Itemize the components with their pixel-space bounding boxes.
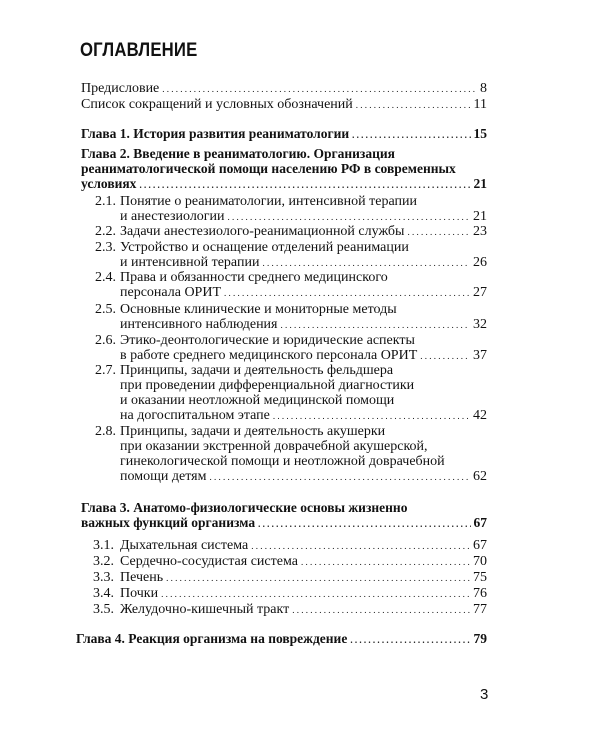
toc-page-number: 76 — [473, 586, 487, 601]
section-number: 2.7. — [95, 363, 116, 378]
toc-entry-title: Дыхательная система — [120, 538, 249, 553]
section-number: 3.1. — [93, 538, 114, 553]
toc-entry-title: Почки — [120, 586, 159, 601]
toc-page-number: 79 — [473, 631, 487, 646]
dot-leader — [251, 538, 470, 554]
toc-entry-title: Список сокращений и условных обозначений — [81, 97, 353, 112]
page-number: 3 — [480, 686, 489, 703]
toc-entry-title: помощи детям — [120, 469, 207, 484]
toc-entry-title: Печень — [120, 570, 164, 585]
toc-page-number: 37 — [473, 348, 487, 363]
toc-entry-title: Принципы, задачи и деятельность акушерки — [120, 424, 386, 439]
toc-page-number: 21 — [473, 176, 487, 191]
section-number: 2.1. — [95, 194, 116, 209]
dot-leader — [356, 97, 471, 113]
toc-entry-title: и интенсивной терапии — [120, 255, 260, 270]
toc-page-number: 21 — [473, 209, 487, 224]
toc-chapter-entry — [81, 126, 487, 141]
toc-entry-title: и оказании неотложной медицинской помощи — [120, 393, 395, 408]
toc-chapter-entry — [81, 146, 487, 191]
dot-leader — [228, 209, 470, 225]
toc-entry-title: гинекологической помощи и неотложной доврачебной — [120, 454, 445, 469]
toc-entry — [93, 554, 487, 569]
toc-entry-title: при проведении дифференциальной диагностики — [120, 378, 415, 393]
toc-entry — [95, 270, 487, 300]
toc-entry-title: реаниматологической помощи населению РФ в современных — [81, 161, 456, 176]
toc-entry — [95, 194, 487, 224]
toc-page-number: 11 — [473, 97, 487, 112]
toc-page-number: 70 — [473, 554, 487, 569]
toc-entry-title: Желудочно-кишечный тракт — [120, 602, 290, 617]
dot-leader — [350, 631, 470, 648]
dot-leader — [420, 348, 470, 364]
toc-page-number: 62 — [473, 469, 487, 484]
section-number: 2.2. — [95, 224, 116, 239]
toc-page-number: 27 — [473, 285, 487, 300]
section-number: 2.5. — [95, 302, 116, 317]
toc-entry — [93, 570, 487, 585]
dot-leader — [292, 602, 470, 618]
toc-page-number: 32 — [473, 317, 487, 332]
toc-entry-title: Глава 4. Реакция организма на повреждение — [76, 631, 348, 646]
toc-page-number: 67 — [473, 538, 487, 553]
toc-entry-title: Права и обязанности среднего медицинского — [120, 270, 388, 285]
toc-heading: ОГЛАВЛЕНИЕ — [80, 40, 198, 61]
dot-leader — [166, 570, 470, 586]
dot-leader — [161, 586, 470, 602]
toc-entry — [95, 333, 487, 363]
dot-leader — [273, 408, 470, 424]
toc-entry — [95, 363, 487, 423]
toc-entry — [81, 81, 487, 96]
toc-page-number: 8 — [480, 81, 487, 96]
section-number: 3.3. — [93, 570, 114, 585]
toc-entry-title: и анестезиологии — [120, 209, 225, 224]
section-number: 2.3. — [95, 240, 116, 255]
toc-page-number: 75 — [473, 570, 487, 585]
dot-leader — [209, 469, 470, 485]
toc-entry-title: Принципы, задачи и деятельность фельдшера — [120, 363, 394, 378]
toc-page-number: 26 — [473, 255, 487, 270]
section-number: 2.4. — [95, 270, 116, 285]
toc-entry-title: персонала ОРИТ — [120, 285, 222, 300]
toc-entry — [95, 424, 487, 484]
toc-entry — [95, 224, 487, 239]
toc-page-number: 15 — [473, 126, 487, 141]
section-number: 3.5. — [93, 602, 114, 617]
toc-entry-title: Глава 3. Анатомо-физиологические основы жизненно — [81, 500, 408, 515]
toc-entry-title: Понятие о реаниматологии, интенсивной терапии — [120, 194, 417, 209]
toc-entry-title: на догоспитальном этапе — [120, 408, 270, 423]
toc-entry-title: Глава 2. Введение в реаниматологию. Организация — [81, 146, 395, 161]
section-number: 3.2. — [93, 554, 114, 569]
dot-leader — [262, 255, 470, 271]
toc-entry-title: интенсивного наблюдения — [120, 317, 278, 332]
dot-leader — [139, 176, 470, 193]
toc-entry — [95, 302, 487, 332]
toc-entry-title: Этико-деонтологические и юридические аспекты — [120, 333, 415, 348]
toc-chapter-entry — [76, 631, 487, 646]
toc-entry — [81, 97, 487, 112]
dot-leader — [301, 554, 470, 570]
toc-page-number: 42 — [473, 408, 487, 423]
toc-entry-title: Задачи анестезиолого-реанимационной службы — [120, 224, 405, 239]
toc-chapter-entry — [81, 500, 487, 530]
toc-entry-title: условиях — [81, 176, 137, 191]
dot-leader — [162, 81, 477, 97]
toc-entry-title: Глава 1. История развития реаниматологии — [81, 126, 350, 141]
toc-entry — [93, 602, 487, 617]
section-number: 3.4. — [93, 586, 114, 601]
section-number: 2.6. — [95, 333, 116, 348]
toc-entry-title: Устройство и оснащение отделений реанимации — [120, 240, 409, 255]
toc-entry-title: в работе среднего медицинского персонала ОРИТ — [120, 348, 418, 363]
dot-leader — [352, 126, 470, 143]
toc-entry — [93, 586, 487, 601]
dot-leader — [224, 285, 470, 301]
toc-page-number: 77 — [473, 602, 487, 617]
toc-entry-title: при оказании экстренной доврачебной акушерской, — [120, 439, 428, 454]
dot-leader — [258, 515, 470, 532]
toc-entry — [95, 240, 487, 270]
toc-page-number: 23 — [473, 224, 487, 239]
toc-entry — [93, 538, 487, 553]
toc-page-number: 67 — [473, 515, 487, 530]
toc-entry-title: важных функций организма — [81, 515, 256, 530]
dot-leader — [281, 317, 471, 333]
dot-leader — [407, 224, 470, 240]
toc-entry-title: Основные клинические и мониторные методы — [120, 302, 397, 317]
section-number: 2.8. — [95, 424, 116, 439]
toc-entry-title: Предисловие — [81, 81, 160, 96]
toc-entry-title: Сердечно-сосудистая система — [120, 554, 298, 569]
